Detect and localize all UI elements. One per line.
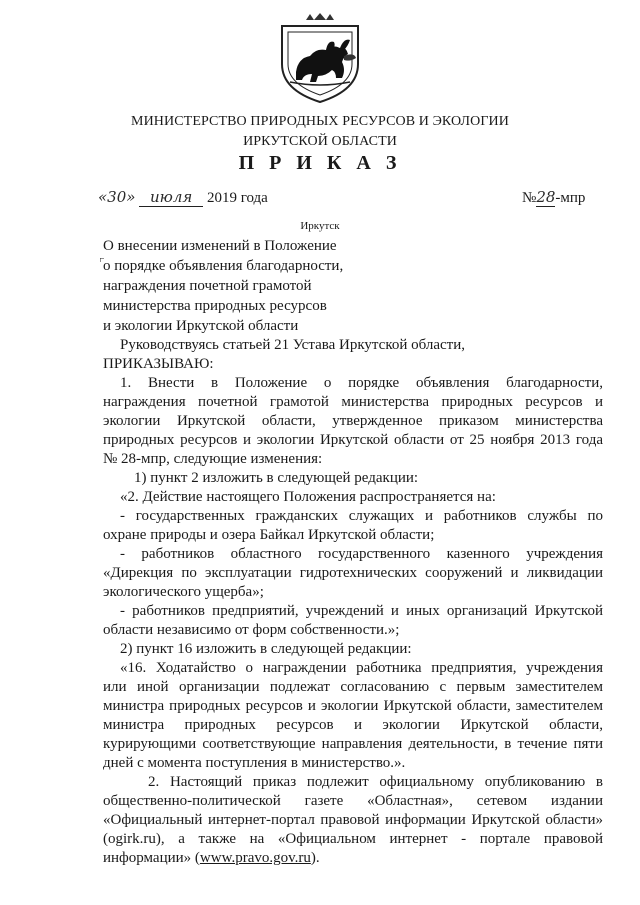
document-title	[103, 236, 343, 336]
body-line: - работников предприятий, учреждений и иных организаций Иркутской	[120, 603, 603, 619]
body-line: 2. Настоящий приказ подлежит официальному опубликованию в	[148, 774, 603, 790]
body-line: № 28-мпр, следующие изменения:	[103, 451, 323, 467]
title-line: награждения почетной грамотой	[103, 278, 312, 294]
number-prefix: №	[522, 190, 537, 206]
pravo-link[interactable]: www.pravo.gov.ru	[199, 850, 311, 866]
body-line: охране природы и озера Байкал Иркутской области;	[103, 527, 435, 543]
body-line: 1) пункт 2 изложить в следующей редакции:	[134, 470, 419, 486]
document-number	[522, 188, 585, 207]
coat-of-arms-icon	[270, 12, 370, 104]
intro-text: Руководствуясь статьей 21 Устава Иркутской области,	[120, 337, 466, 353]
ministry-line-2: ИРКУТСКОЙ ОБЛАСТИ	[243, 134, 397, 149]
body-line: дней с момента поступления в министерство.».	[103, 755, 406, 771]
body-line: курирующими соответствующие направления деятельности, в течение пяти	[103, 736, 603, 752]
title-line: и экологии Иркутской области	[103, 318, 299, 334]
body-line: «Дирекция по эксплуатации гидротехнических сооружений и ликвидации	[103, 565, 603, 581]
date-month: июля	[139, 188, 203, 207]
body-line: (ogirk.ru), а также на «Официальном интернет - портале правовой	[103, 831, 603, 847]
body-line: экологии Иркутской области, утвержденное приказом министерства	[103, 413, 603, 429]
date-day: «30»	[98, 188, 136, 206]
body-line: 2) пункт 16 изложить в следующей редакции:	[120, 641, 412, 657]
document-type: П Р И К А З	[238, 152, 402, 174]
body-line: «2. Действие настоящего Положения распространяется на:	[120, 489, 496, 505]
body-line: - работников областного государственного казенного учреждения	[120, 546, 603, 562]
body-line: награждения почетной грамотой министерства природных ресурсов и	[103, 394, 603, 410]
body-line: министра природных ресурсов и экологии Иркутской области,	[103, 717, 603, 733]
body-line: природных ресурсов и экологии Иркутской области от 25 ноября 2013 года	[103, 432, 603, 448]
body-line: области независимо от форм собственности.»;	[103, 622, 400, 638]
ministry-name	[0, 112, 640, 152]
body-line: или иной организации подлежат согласованию с первым заместителем	[103, 679, 603, 695]
body-line: экологического ущерба»;	[103, 584, 264, 600]
title-line: о порядке объявления благодарности,	[103, 258, 344, 274]
city-name: Иркутск	[300, 220, 340, 232]
body-line: «16. Ходатайство о награждении работника предприятия, учреждения	[120, 660, 603, 676]
date-year: 2019 года	[206, 190, 268, 206]
body-line: 1. Внести в Положение о порядке объявления благодарности,	[120, 375, 603, 391]
order-word: ПРИКАЗЫВАЮ:	[103, 356, 214, 372]
body-line: - государственных гражданских служащих и работников службы по	[120, 508, 603, 524]
document-date	[98, 188, 268, 207]
title-line: О внесении изменений в Положение	[103, 238, 337, 254]
last-line-suffix: ).	[310, 850, 320, 866]
body-line: «Официальный интернет-портал правовой информации Иркутской области»	[103, 812, 603, 828]
ministry-line-1: МИНИСТЕРСТВО ПРИРОДНЫХ РЕСУРСОВ И ЭКОЛОГИИ	[131, 114, 509, 129]
title-line: министерства природных ресурсов	[103, 298, 327, 314]
last-line-prefix: информации» (	[103, 850, 200, 866]
body-last-line	[103, 849, 320, 868]
body-line: общественно-политической газете «Областная», сетевом издании	[103, 793, 603, 809]
body-line: министра природных ресурсов и экологии Иркутской области, заместителем	[103, 698, 603, 714]
number-value: 28	[536, 188, 556, 206]
number-suffix: -мпр	[555, 190, 586, 206]
